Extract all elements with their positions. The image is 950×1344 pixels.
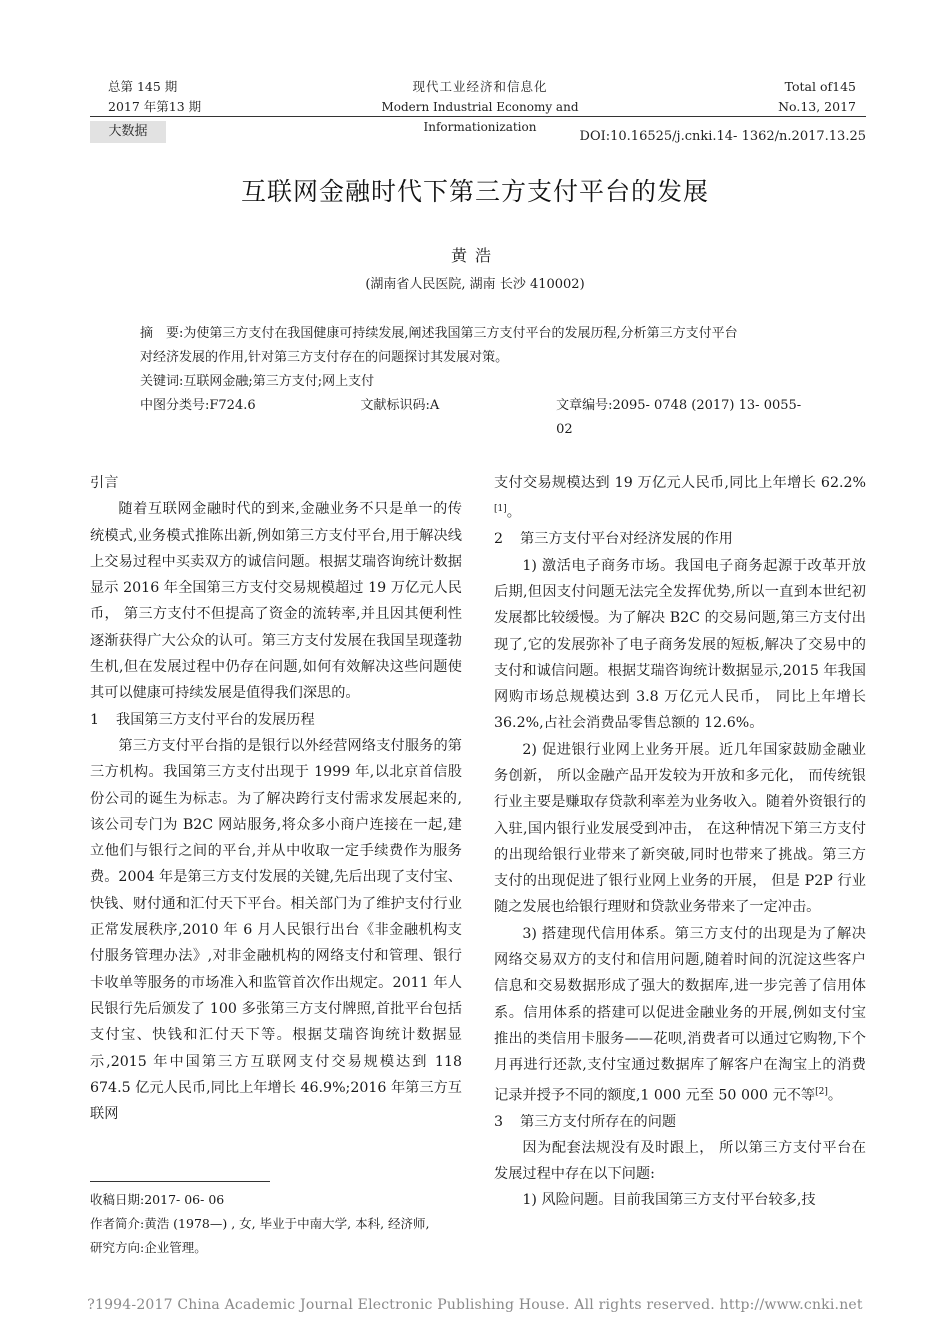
section-2-title: 第三方支付平台对经济发展的作用 (520, 531, 733, 548)
section-2-number: 2 (494, 531, 504, 548)
footnote-block (90, 1188, 470, 1260)
header-center (330, 77, 630, 137)
continued-text: 支付交易规模达到 19 万亿元人民币,同比上年增长 62.2% (494, 475, 866, 491)
section-3-title: 第三方支付所存在的问题 (520, 1113, 677, 1130)
article-number: 文章编号:2095- 0748 (2017) 13- 0055- 02 (556, 398, 802, 437)
section-tag: 大数据 (90, 121, 166, 143)
issue-total-en: Total of145 (784, 79, 856, 94)
issue-number-en: No.13, 2017 (778, 99, 856, 114)
section-3-heading (494, 1109, 866, 1135)
author-affiliation: (湖南省人民医院, 湖南 长沙 410002) (365, 277, 585, 292)
section-2-point-3-end: 。 (827, 1087, 843, 1104)
section-2-point-1: 1) 激活电子商务市场。我国电子商务起源于改革开放后期,但因支付问题无法完全发挥优势,所以一直到本世纪初发展都比较缓慢。为了解决 B2C 的交易问题,第三方支付出现了,它的发展弥补了电子商务发展的短板,解决了交易中的支付和诚信问题。根据艾瑞咨询统计数据显示,2015 年我国网购市场总规模达到 3.8 万亿元人民币， 同比上年增长 36.2%,占社会消费品零售总额的 12.6%。 (494, 557, 866, 732)
section-2-heading (494, 526, 866, 552)
clc-code: 中图分类号:F724.6 (140, 398, 256, 413)
keywords-text: 互联网金融;第三方支付;网上支付 (183, 374, 375, 389)
intro-heading: 引言 (90, 475, 119, 491)
header-right (778, 77, 856, 117)
abstract-line-2: 对经济发展的作用,针对第三方支付存在的问题探讨其发展对策。 (140, 350, 509, 365)
abstract-block (140, 322, 820, 442)
issue-total: 总第 145 期 (108, 79, 178, 94)
issue-number: 2017 年第13 期 (108, 99, 202, 114)
right-column (494, 470, 866, 1214)
abstract-label: 摘 要: (140, 326, 184, 341)
received-date: 收稿日期:2017- 06- 06 (90, 1192, 225, 1207)
citation-2[interactable]: [2] (815, 1086, 828, 1097)
left-column (90, 470, 462, 1127)
intro-paragraph: 随着互联网金融时代的到来,金融业务不只是单一的传统模式,业务模式推陈出新,例如第三方支付平台,用于解决线上交易过程中买卖双方的诚信问题。根据艾瑞咨询统计数据显示 2016 年全国第三方支付交易规模超过 19 万亿元人民币， 第三方支付不但提高了资金的流转率,并且因其便利性逐渐获得广大公众的认可。第三方支付发展在我国呈现蓬勃生机,但在发展过程中仍存在问题,如何有效解决这些问题使其可以健康可持续发展是值得我们深思的。 (90, 501, 462, 702)
author-bio-line-1: 作者简介:黄浩 (1978—) , 女, 毕业于中南大学, 本科, 经济师, (90, 1216, 430, 1231)
classification-row (140, 394, 820, 442)
document-code: 文献标识码:A (360, 398, 440, 413)
section-3-number: 3 (494, 1113, 504, 1130)
header-divider (90, 116, 866, 117)
section-2-point-3 (494, 921, 866, 1109)
continued-end: 。 (506, 505, 521, 522)
author-bio-line-2: 研究方向:企业管理。 (90, 1240, 207, 1255)
section-1-number: 1 (90, 711, 100, 728)
section-2-point-3-text: 3) 搭建现代信用体系。第三方支付的出现是为了解决网络交易双方的支付和信用问题,随着时间的沉淀这些客户信息和交易数据形成了强大的数据库,进一步完善了信用体系。信用体系的搭建可以促进金融业务的开展,例如支付宝推出的类信用卡服务——花呗,消费者可以通过它购物,下个月再进行还款,支付宝通过数据库了解客户在淘宝上的消费记录并授予不同的额度,1 000 元至 50 000 元不等 (494, 925, 866, 1104)
journal-name-en: Modern Industrial Economy and Informationization (381, 100, 579, 134)
abstract-text-1: 为使第三方支付在我国健康可持续发展,阐述我国第三方支付平台的发展历程,分析第三方支付平台 (183, 326, 738, 341)
header-left (108, 77, 201, 117)
paper-title: 互联网金融时代下第三方支付平台的发展 (240, 177, 709, 206)
footnote-divider (90, 1181, 270, 1182)
continued-paragraph (494, 470, 866, 526)
abstract-line-1 (140, 322, 820, 346)
citation-1[interactable]: [1] (494, 504, 507, 515)
section-3-point-1: 1) 风险问题。目前我国第三方支付平台较多,技 (522, 1192, 816, 1209)
section-1-paragraph: 第三方支付平台指的是银行以外经营网络支付服务的第三方机构。我国第三方支付出现于 1999 年,以北京首信股份公司的诞生为标志。为了解决跨行支付需求发展起来的,该公司专门为 B2C 网站服务,将众多小商户连接在一起,建立他们与银行之间的平台,并从中收取一定手续费作为服务费。2004 年是第三方支付发展的关键,先后出现了支付宝、快钱、财付通和汇付天下平台。相关部门为了维护支付行业正常发展秩序,2010 年 6 月人民银行出台《非金融机构支付服务管理办法》,对非金融机构的网络支付和管理、银行卡收单等服务的市场准入和监管首次作出规定。2011 年人民银行先后颁发了 100 多张第三方支付牌照,首批平台包括支付宝、快钱和汇付天下等。根据艾瑞咨询统计数据显示,2015 年中国第三方互联网支付交易规模达到 118 674.5 亿元人民币,同比上年增长 46.9%;2016 年第三方互联网 (90, 737, 462, 1123)
section-2-point-2: 2) 促进银行业网上业务开展。近几年国家鼓励金融业务创新， 所以金融产品开发较为开放和多元化， 而传统银行业主要是赚取存贷款利率差为业务收入。随着外资银行的入驻,国内银行业发展受到冲击， 在这种情况下第三方支付的出现给银行业带来了新突破,同时也带来了挑战。第三方支付的出现促进了银行业网上业务的开展， 但是 P2P 行业随之发展也给银行理财和贷款业务带来了一定冲击。 (494, 741, 866, 916)
keywords-label: 关键词: (140, 374, 184, 389)
author-name: 黄浩 (450, 246, 499, 265)
section-3-intro: 因为配套法规没有及时跟上， 所以第三方支付平台在发展过程中存在以下问题: (494, 1139, 866, 1183)
section-1-title: 我国第三方支付平台的发展历程 (116, 711, 315, 728)
keywords-line (140, 370, 820, 394)
journal-name-cn: 现代工业经济和信息化 (412, 79, 548, 94)
doi: DOI:10.16525/j.cnki.14- 1362/n.2017.13.25 (579, 129, 866, 144)
section-1-heading (90, 707, 462, 733)
copyright-watermark: ?1994-2017 China Academic Journal Electronic Publishing House. All rights reserved. http://www.cnki.net (87, 1297, 863, 1313)
